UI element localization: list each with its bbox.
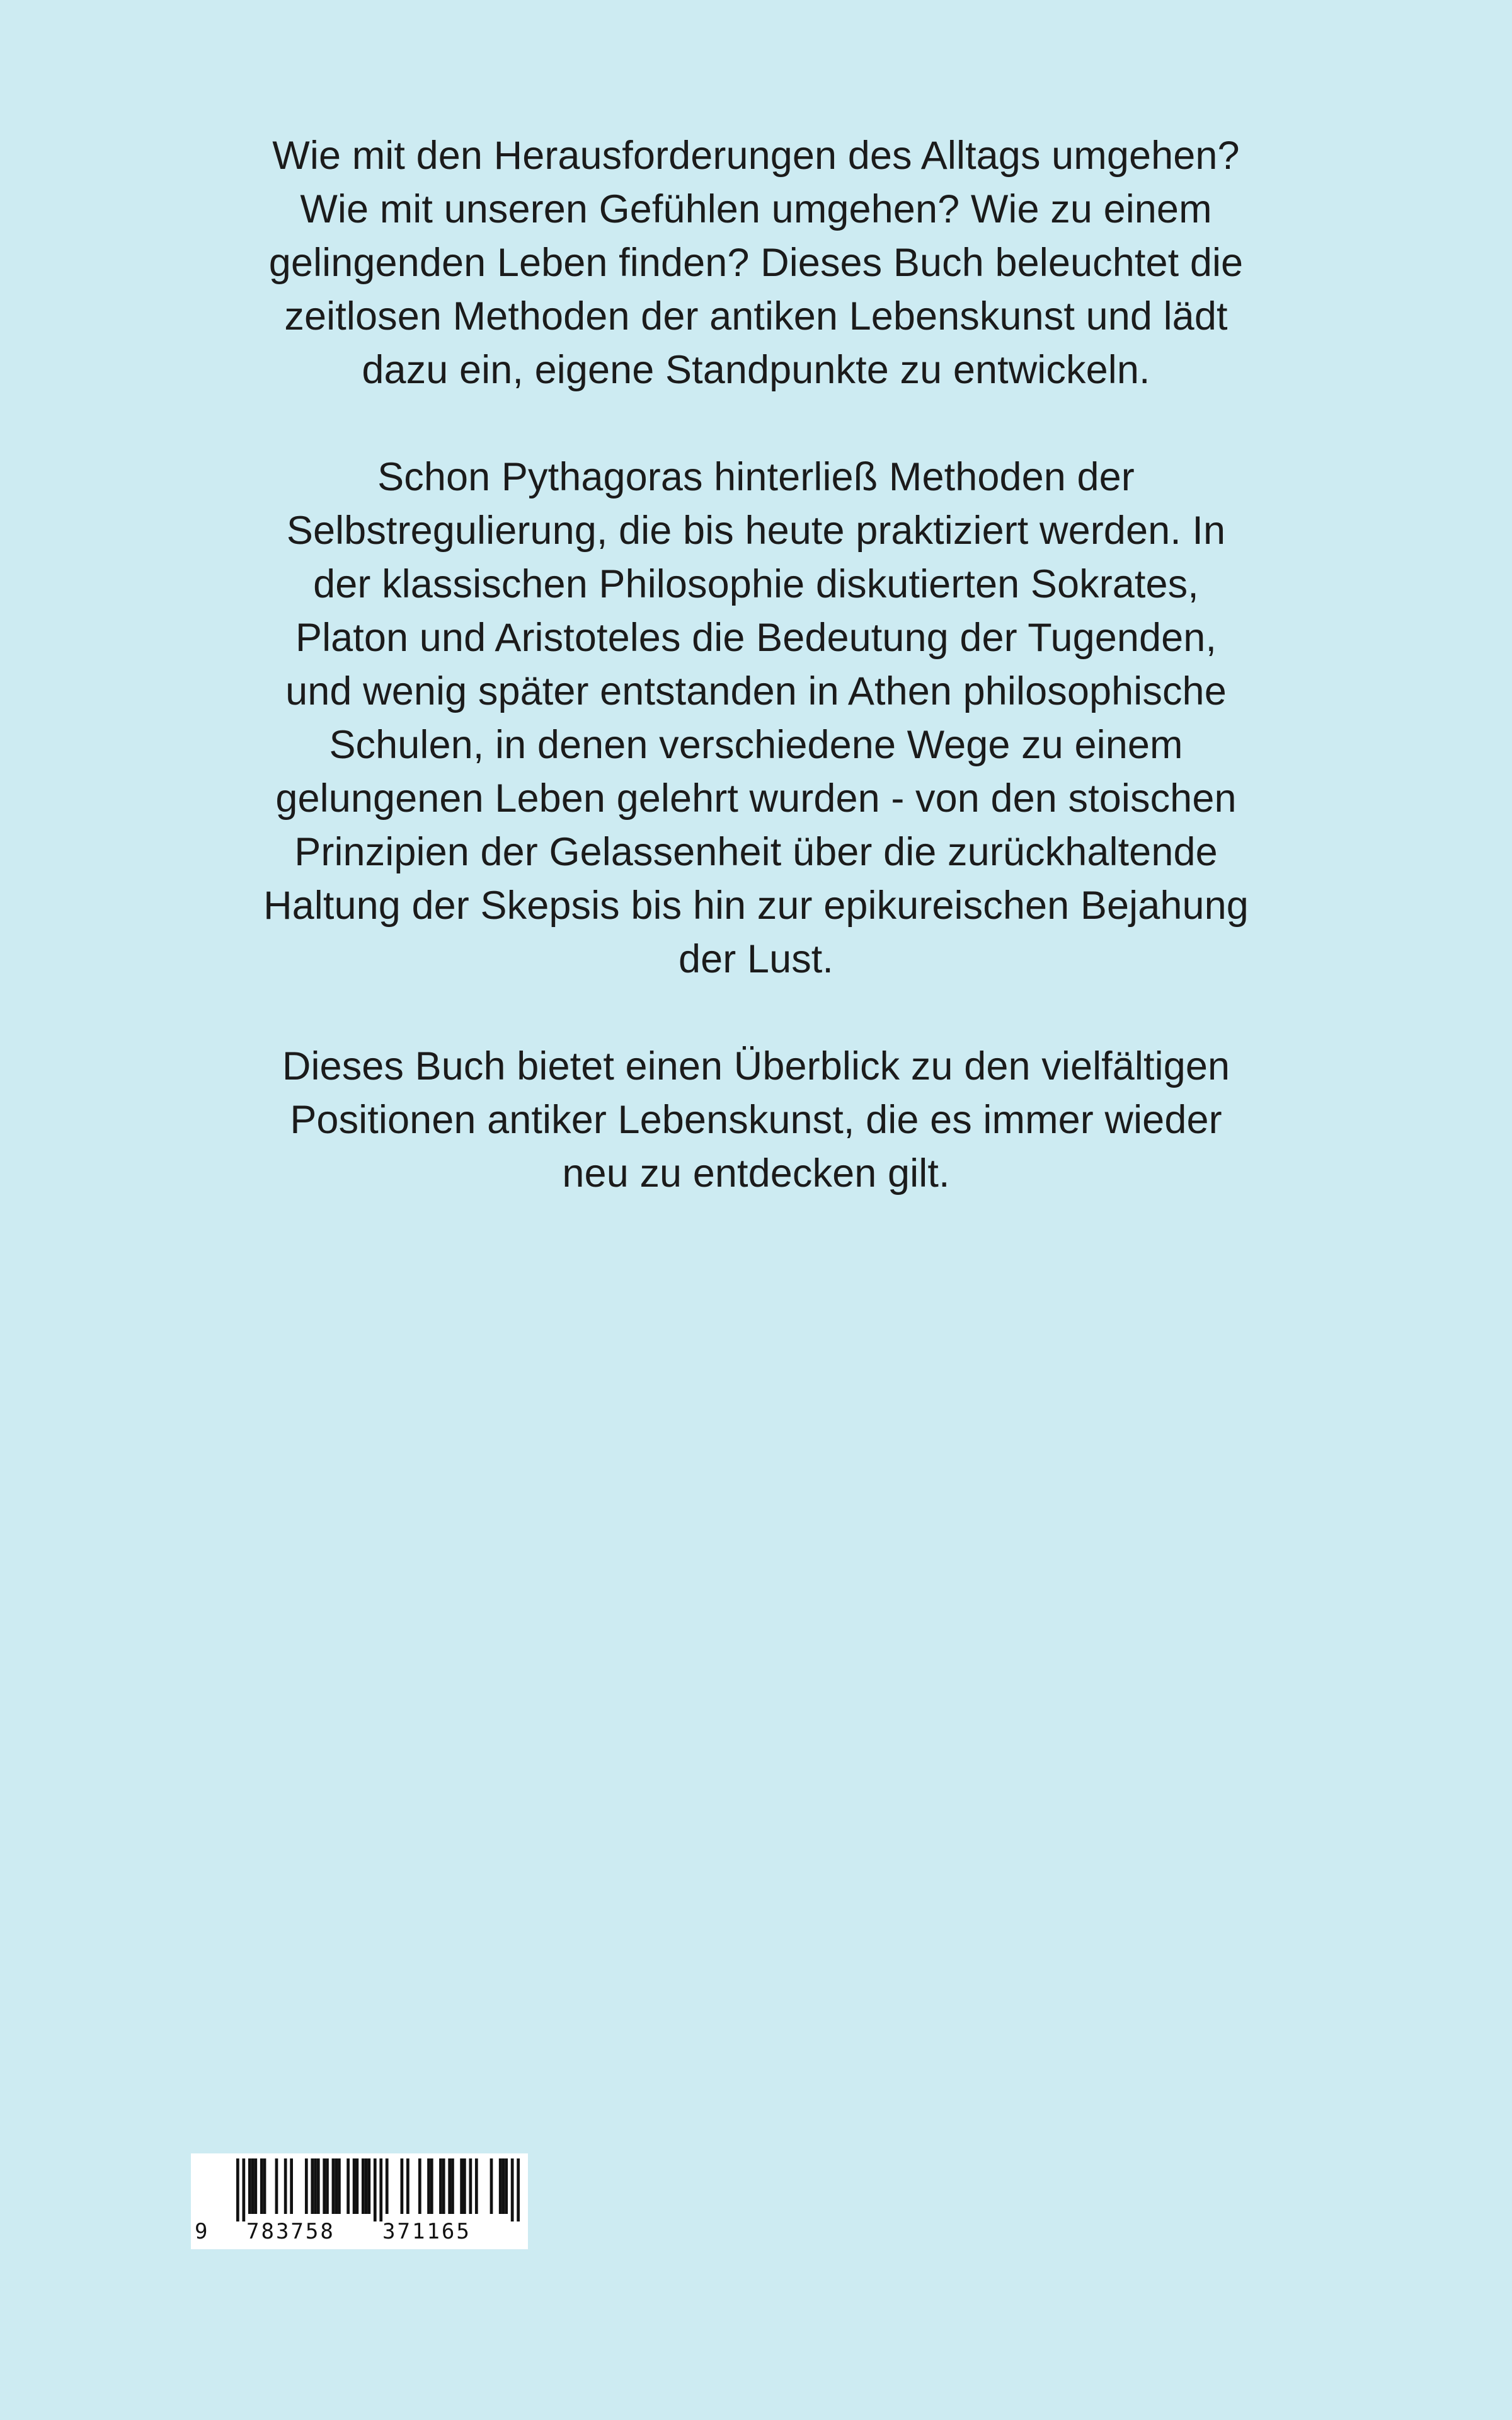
barcode-bar	[332, 2158, 335, 2214]
blurb-line: und wenig später entstanden in Athen philosophische	[285, 669, 1227, 713]
barcode-bar	[475, 2158, 478, 2214]
barcode-bar	[311, 2158, 314, 2214]
blurb-line: gelungenen Leben gelehrt wurden - von den stoischen	[275, 776, 1237, 821]
blurb-text	[202, 129, 1310, 1201]
barcode-bar	[367, 2158, 370, 2214]
barcode-bar	[365, 2158, 368, 2214]
barcode-bar	[263, 2158, 266, 2214]
barcode-bar	[338, 2158, 341, 2214]
blurb-line: neu zu entdecken gilt.	[562, 1151, 950, 1196]
blurb-line: Schulen, in denen verschiedene Wege zu einem	[329, 723, 1183, 767]
barcode-bar	[502, 2158, 505, 2214]
barcode-bar	[490, 2158, 493, 2214]
blurb-line: Dieses Buch bietet einen Überblick zu den vielfältigen	[282, 1044, 1230, 1088]
blurb-paragraph-2	[202, 451, 1310, 986]
barcode-bar	[386, 2158, 389, 2214]
barcode-bar	[427, 2158, 430, 2214]
blurb-line: Wie mit unseren Gefühlen umgehen? Wie zu einem	[300, 187, 1212, 231]
barcode-bar	[236, 2158, 239, 2221]
blurb-paragraph-3	[202, 1040, 1310, 1201]
barcode-bar	[469, 2158, 472, 2214]
blurb-line: Haltung der Skepsis bis hin zur epikureischen Bejahung	[263, 884, 1249, 928]
barcode-bar	[248, 2158, 251, 2214]
barcode-bar	[284, 2158, 287, 2214]
barcode-bar	[323, 2158, 326, 2214]
barcode-bar	[442, 2158, 445, 2214]
barcode-bar	[355, 2158, 358, 2214]
blurb-line: Schon Pythagoras hinterließ Methoden der	[377, 455, 1135, 499]
barcode-bar	[275, 2158, 278, 2214]
barcode-bar	[511, 2158, 514, 2221]
barcode-bar	[314, 2158, 317, 2214]
blurb-line: gelingenden Leben finden? Dieses Buch beleuchtet die	[268, 241, 1244, 285]
barcode-bar	[451, 2158, 454, 2214]
barcode-bar	[251, 2158, 255, 2214]
barcode-bar	[448, 2158, 451, 2214]
barcode-bar	[242, 2158, 245, 2221]
blurb-line: zeitlosen Methoden der antiken Lebenskunst und lädt	[284, 294, 1228, 338]
barcode-bar	[290, 2158, 293, 2214]
barcode-bar	[439, 2158, 442, 2214]
barcode-left-digits: 783758	[246, 2219, 335, 2244]
barcode-bar	[326, 2158, 329, 2214]
barcode-bar	[418, 2158, 421, 2214]
barcode-bar	[463, 2158, 466, 2214]
blurb-line: dazu ein, eigene Standpunkte zu entwickeln.	[362, 348, 1150, 392]
barcode-bar	[362, 2158, 365, 2214]
barcode-lead-digit: 9	[195, 2219, 208, 2244]
barcode-bar	[430, 2158, 433, 2214]
blurb-line: Positionen antiker Lebenskunst, die es immer wieder	[290, 1098, 1222, 1142]
blurb-line: der Lust.	[678, 937, 834, 981]
blurb-line: Wie mit den Herausforderungen des Alltags umgehen?	[272, 134, 1240, 178]
barcode-bars	[236, 2158, 520, 2221]
barcode-bar	[499, 2158, 502, 2214]
blurb-line: Selbstregulierung, die bis heute praktiziert werden. In	[286, 509, 1226, 553]
barcode-bar	[406, 2158, 410, 2214]
barcode-bar	[460, 2158, 463, 2214]
barcode-bar	[346, 2158, 350, 2214]
barcode-bar	[254, 2158, 257, 2214]
barcode-bar	[505, 2158, 508, 2214]
barcode-bar	[379, 2158, 382, 2221]
blurb-line: der klassischen Philosophie diskutierten Sokrates,	[313, 562, 1199, 606]
barcode-bar	[317, 2158, 320, 2214]
barcode-bar	[517, 2158, 520, 2221]
isbn-barcode	[191, 2153, 528, 2249]
blurb-paragraph-1	[202, 129, 1310, 397]
barcode-right-digits: 371165	[382, 2219, 471, 2244]
barcode-bar	[353, 2158, 356, 2214]
blurb-line: Prinzipien der Gelassenheit über die zurückhaltende	[294, 830, 1218, 874]
barcode-bar	[260, 2158, 263, 2214]
barcode-bar	[374, 2158, 377, 2221]
barcode-bar	[335, 2158, 338, 2214]
blurb-line: Platon und Aristoteles die Bedeutung der Tugenden,	[295, 616, 1217, 660]
barcode-bar	[401, 2158, 404, 2214]
barcode-bar	[305, 2158, 308, 2214]
